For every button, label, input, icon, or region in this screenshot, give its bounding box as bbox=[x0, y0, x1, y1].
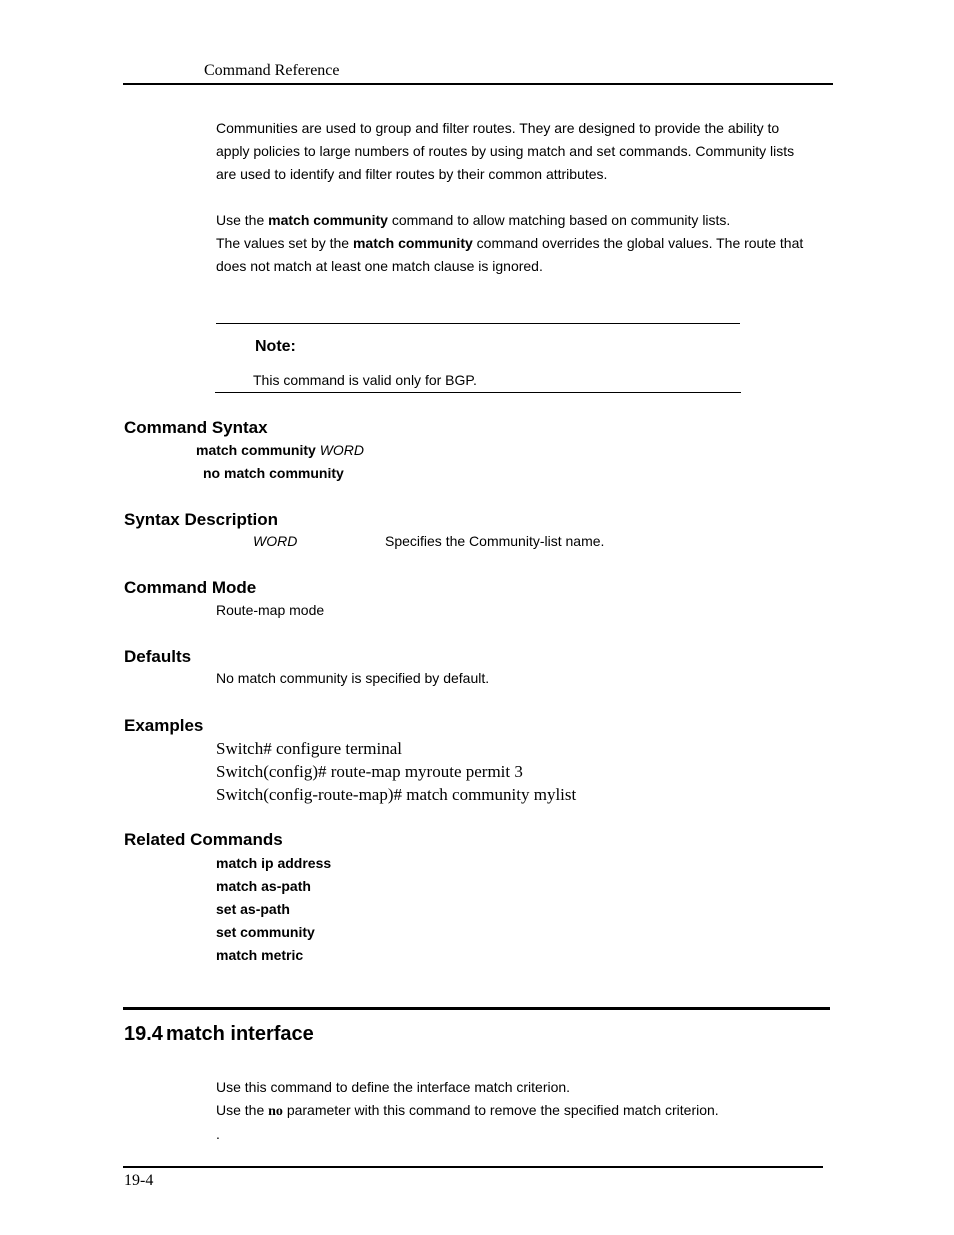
syntax-line-2: no match community bbox=[203, 465, 344, 481]
section-line-2: Use the no parameter with this command to remove the specified match criterion. bbox=[216, 1102, 719, 1119]
usage-line-2: The values set by the match community command overrides the global values. The route that bbox=[216, 235, 804, 251]
related-command-item: match as-path bbox=[216, 878, 311, 894]
syntax-param: WORD bbox=[319, 442, 365, 458]
related-commands-heading: Related Commands bbox=[124, 830, 283, 849]
section-title bbox=[124, 1023, 314, 1046]
page-number: 19-4 bbox=[124, 1172, 154, 1189]
related-command-item: match ip address bbox=[216, 855, 332, 871]
command-mode-heading: Command Mode bbox=[124, 578, 257, 597]
intro-paragraph bbox=[216, 117, 794, 186]
section-name: match interface bbox=[165, 1023, 314, 1045]
section-rule bbox=[123, 1007, 830, 1010]
examples-block bbox=[216, 737, 576, 806]
intro-line: are used to identify and filter routes by their common attributes. bbox=[216, 166, 608, 182]
param-name: WORD bbox=[253, 533, 298, 549]
syntax-description-heading: Syntax Description bbox=[124, 510, 278, 529]
footer-rule bbox=[123, 1166, 823, 1168]
no-keyword: no bbox=[268, 1104, 283, 1119]
related-commands-list bbox=[216, 852, 331, 967]
example-line: Switch# configure terminal bbox=[216, 739, 403, 758]
note-text: This command is valid only for BGP. bbox=[253, 372, 477, 388]
section-line-3: . bbox=[216, 1126, 220, 1142]
example-line: Switch(config-route-map)# match community mylist bbox=[216, 785, 577, 804]
note-label: Note: bbox=[255, 338, 296, 355]
usage-line-1: Use the match community command to allow matching based on community lists. bbox=[216, 212, 731, 228]
command-syntax-heading: Command Syntax bbox=[124, 418, 268, 437]
usage-paragraph bbox=[216, 209, 803, 278]
command-keyword: match community bbox=[268, 212, 388, 228]
note-top-rule bbox=[216, 323, 740, 324]
related-command-item: set as-path bbox=[216, 901, 290, 917]
usage-line-3: does not match at least one match clause is ignored. bbox=[216, 258, 543, 274]
related-command-item: match metric bbox=[216, 947, 304, 963]
intro-line: apply policies to large numbers of routes by using match and set commands. Community lists bbox=[216, 143, 795, 159]
examples-heading: Examples bbox=[124, 716, 204, 735]
defaults-heading: Defaults bbox=[124, 647, 192, 666]
intro-line: Communities are used to group and filter routes. They are designed to provide the ability to bbox=[216, 120, 780, 136]
running-header: Command Reference bbox=[204, 62, 340, 79]
command-keyword: match community bbox=[352, 235, 473, 251]
param-description: Specifies the Community-list name. bbox=[385, 533, 605, 549]
related-command-item: set community bbox=[216, 924, 315, 940]
syntax-line-1: match community WORD bbox=[196, 442, 365, 458]
section-number: 19.4 bbox=[124, 1023, 163, 1045]
section-description bbox=[216, 1076, 719, 1146]
command-mode-text: Route-map mode bbox=[216, 602, 325, 618]
example-line: Switch(config)# route-map myroute permit 3 bbox=[216, 762, 523, 781]
header-rule bbox=[123, 83, 833, 85]
note-bottom-rule bbox=[215, 392, 741, 393]
defaults-text: No match community is specified by default. bbox=[216, 670, 490, 686]
section-line-1: Use this command to define the interface match criterion. bbox=[216, 1079, 571, 1095]
